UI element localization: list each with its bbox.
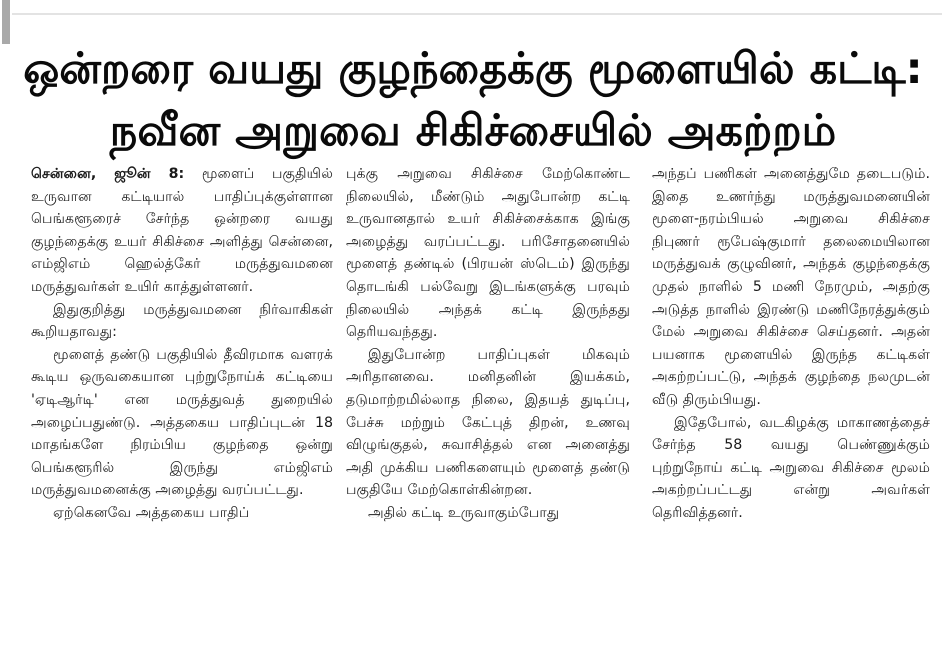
paragraph: அந்தப் பணிகள் அனைத்துமே தடைபடும். இதை உணர்ந்து மருத்துவமனையின் மூளை-நரம்பியல் அறுவை சிகிச்சை நிபுணர் ரூபேஷ்குமார் தலைமையிலான மருத்துவக் குழுவினர், அந்தக் குழந்தைக்கு முதல் நாளில் 5 மணி நேரமும், அதற்கு அடுத்த நாளில் இரண்டு மணிநேரத்துக்கும் மேல் அறுவை சிகிச்சை செய்தனர். அதன் பயனாக மூளையில் இருந்த கட்டிகள் அகற்றப்பட்டு, அந்தக் குழந்தை நலமுடன் வீடு திரும்பியது.	[652, 166, 930, 408]
top-rule	[12, 13, 942, 15]
headline-line-2: நவீன அறுவை சிகிச்சையில் அகற்றம்	[109, 106, 837, 156]
article-column-3	[652, 163, 930, 525]
paragraph: ஏற்கெனவே அத்தகைய பாதிப்	[53, 504, 250, 521]
paragraph: மூளைத் தண்டு பகுதியில் தீவிரமாக வளரக் கூடிய ஒருவகையான புற்றுநோய்க் கட்டியை 'ஏடிஆர்டி' என மருத்துவத் துறையில் அழைப்பதுண்டு. அத்தகைய பாதிப்புடன் 18 மாதங்களே நிரம்பிய குழந்தை ஒன்று பெங்களூரில் இருந்து எம்ஜிஎம் மருத்துவமனைக்கு அழைத்து வரப்பட்டது.	[31, 346, 333, 499]
paragraph: இதுகுறித்து மருத்துவமனை நிர்வாகிகள் கூறியதாவது:	[31, 301, 333, 341]
paragraph: இதுபோன்ற பாதிப்புகள் மிகவும் அரிதானவை. மனிதனின் இயக்கம், தடுமாற்றமில்லாத நிலை, இதயத் துடிப்பு, பேச்சு மற்றும் கேட்புத் திறன், உணவு விழுங்குதல், சுவாசித்தல் என அனைத்து அதி முக்கிய பணிகளையும் மூளைத் தண்டு பகுதியே மேற்கொள்கின்றன.	[346, 346, 630, 499]
paragraph: இதேபோல், வடகிழக்கு மாகாணத்தைச் சேர்ந்த 58 வயது பெண்ணுக்கும் புற்றுநோய் கட்டி அறுவை சிகிச்சை மூலம் அகற்றப்பட்டது என்று அவர்கள் தெரிவித்தனர்.	[652, 414, 930, 521]
paragraph: புக்கு அறுவை சிகிச்சை மேற்கொண்ட நிலையில், மீண்டும் அதுபோன்ற கட்டி உருவானதால் உயர் சிகிச்சைக்காக இங்கு அழைத்து வரப்பட்டது. பரிசோதனையில் மூளைத் தண்டில் (பிரயன் ஸ்டெம்) இருந்து தொடங்கி பல்வேறு இடங்களுக்கு பரவும் நிலையில் அந்தக் கட்டி இருந்தது தெரியவந்தது.	[346, 166, 630, 341]
paragraph	[31, 163, 333, 299]
article-column-2	[346, 163, 630, 525]
article-column-1	[31, 163, 333, 525]
page-edge	[0, 0, 942, 10]
headline-line-1: ஒன்றரை வயது குழந்தைக்கு மூளையில் கட்டி:	[23, 44, 923, 94]
page-edge-mark	[2, 0, 10, 44]
headline	[12, 38, 934, 162]
paragraph: அதில் கட்டி உருவாகும்போது	[368, 504, 560, 521]
paragraph-text: மூளைப் பகுதியில் உருவான கட்டியால் பாதிப்புக்குள்ளான பெங்களூரைச் சேர்ந்த ஒன்றரை வயது குழந்தைக்கு உயர் சிகிச்சை அளித்து சென்னை, எம்ஜிஎம் ஹெல்த்கேர் மருத்துவமனை மருத்துவர்கள் உயிர் காத்துள்ளனர்.	[31, 166, 334, 295]
dateline: சென்னை, ஜூன் 8:	[31, 166, 185, 182]
